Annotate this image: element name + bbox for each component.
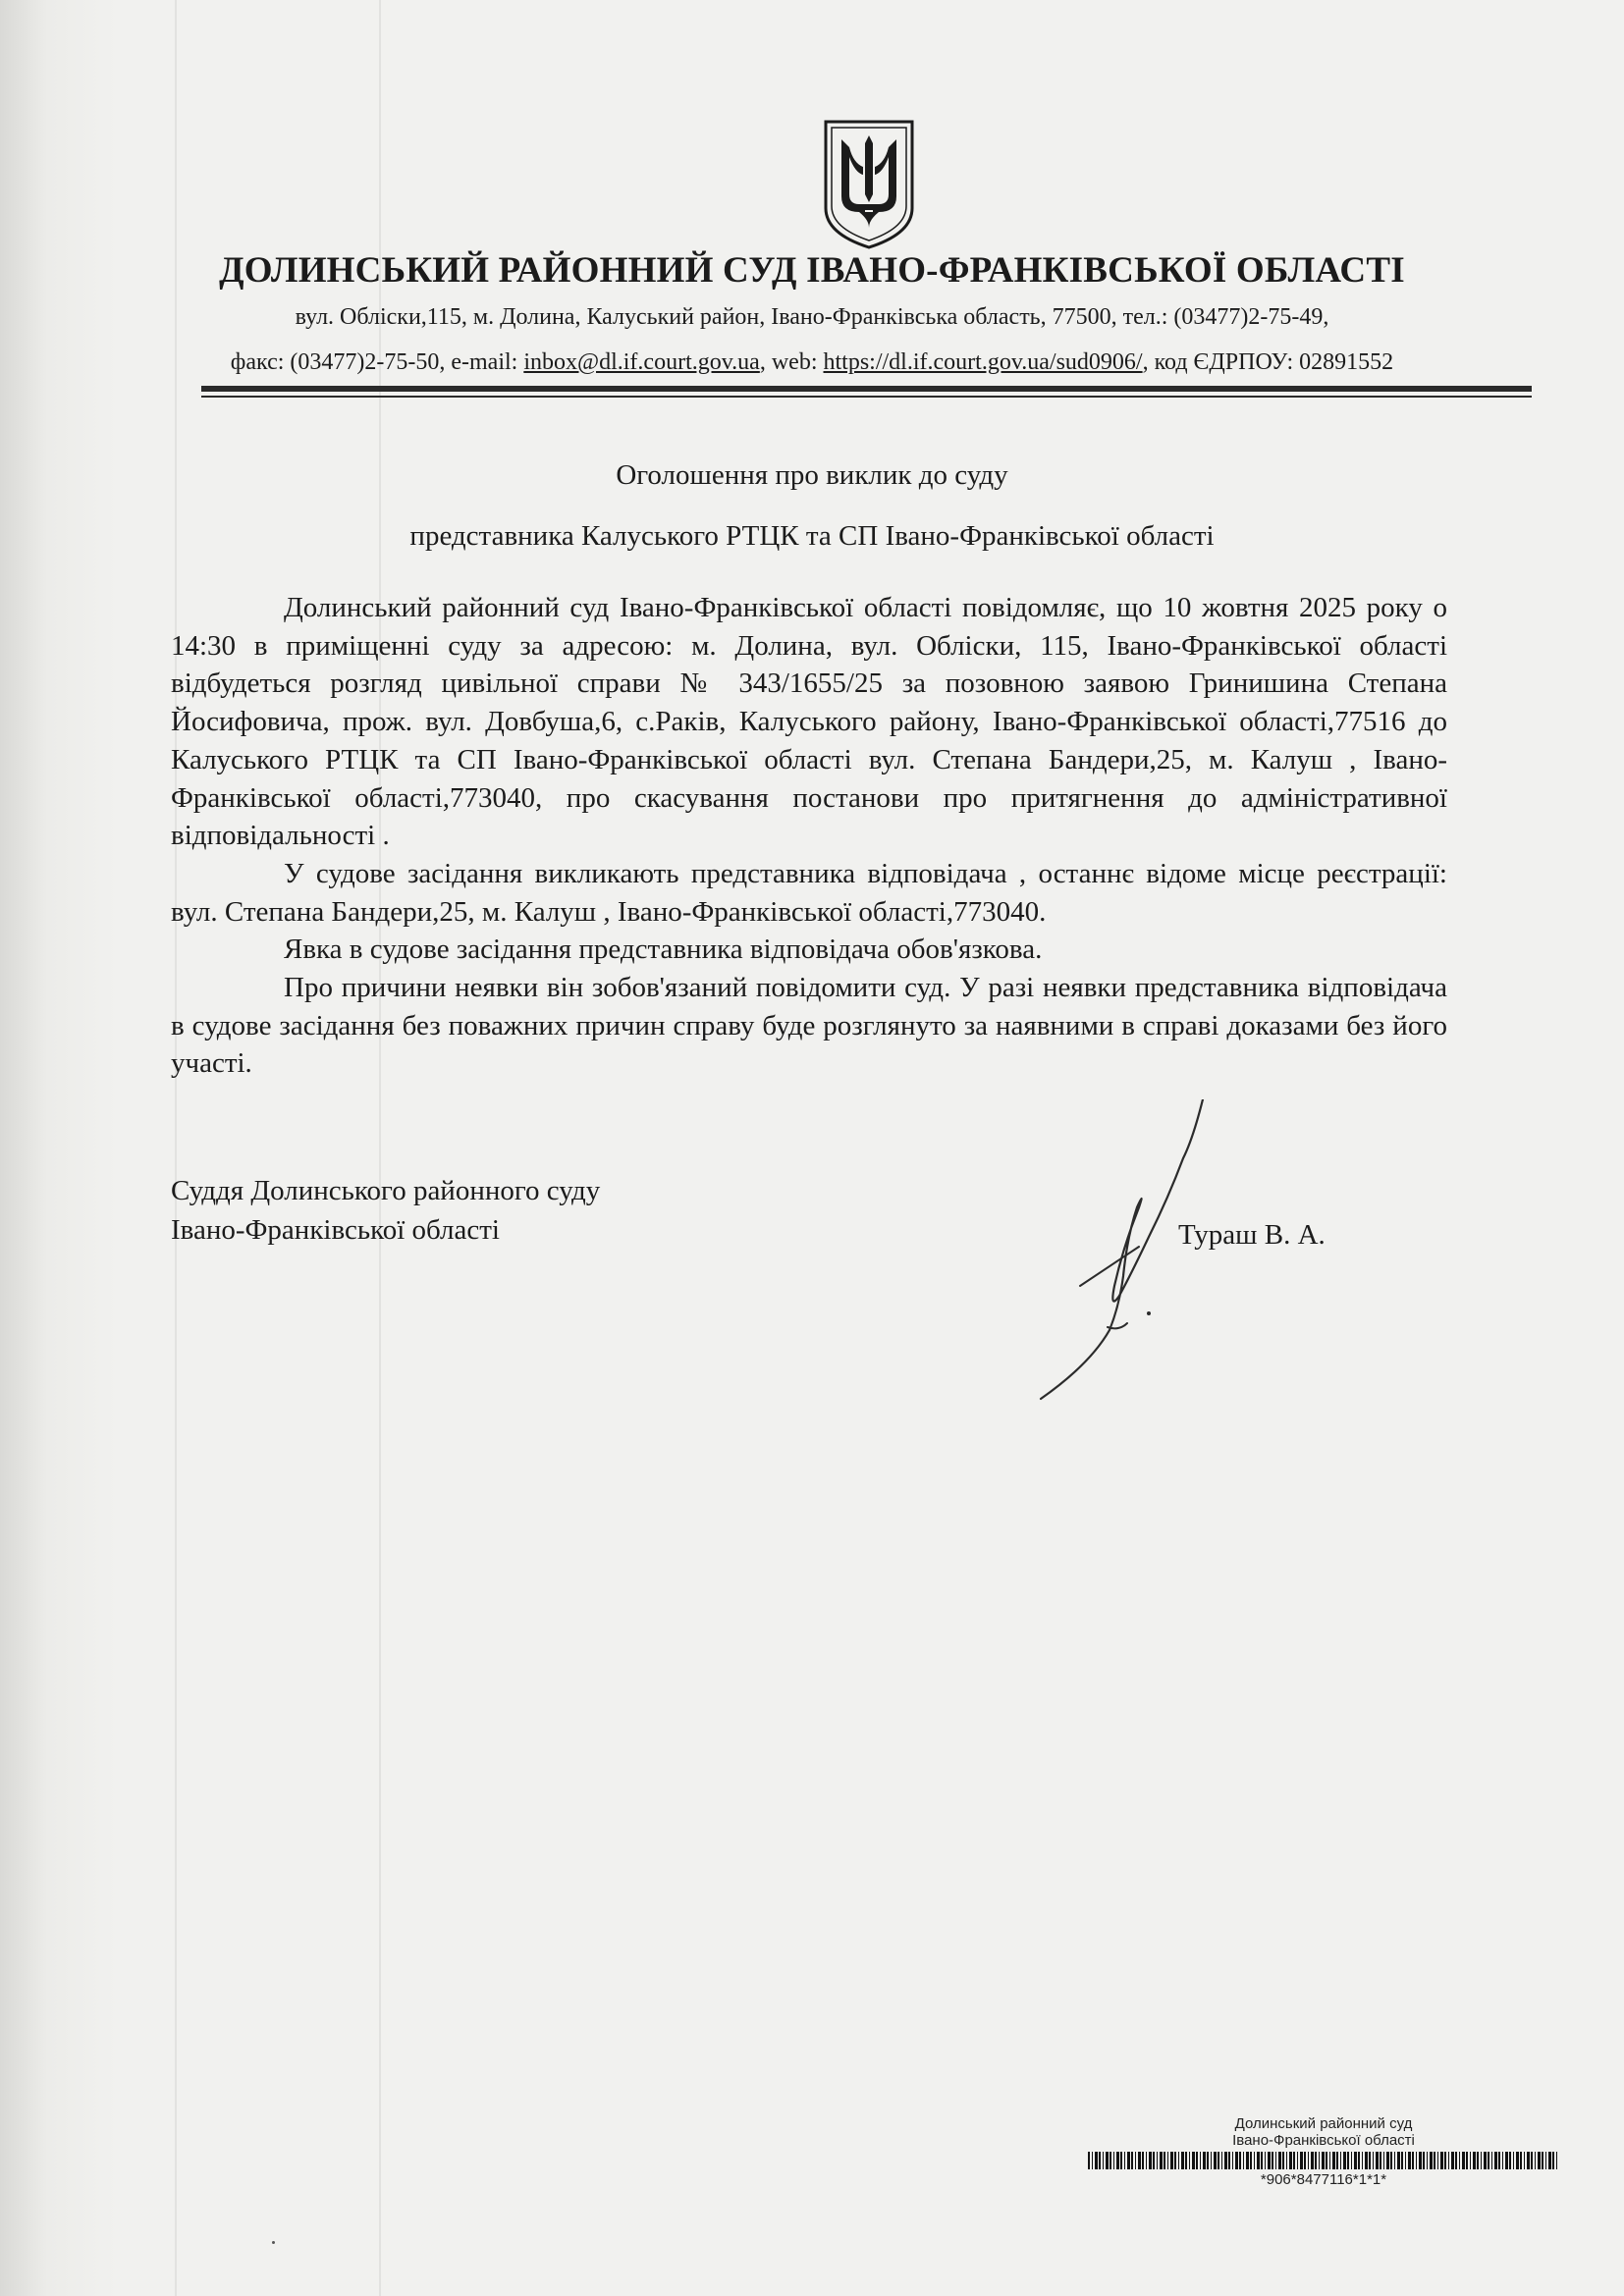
judge-name: Тураш В. А. — [1178, 1219, 1326, 1251]
edrpou-code: , код ЄДРПОУ: 02891552 — [1142, 349, 1394, 375]
scan-streak — [175, 0, 177, 2296]
judge-position-line: Суддя Долинського районного суду — [171, 1175, 601, 1206]
handwritten-signature — [1021, 1099, 1218, 1404]
paragraph: Про причини неявки він зобов'язаний повідомити суд. У разі неявки представника відповідача в судове засідання без поважних причин справу буде розглянуто за наявними в справі доказами без його участі. — [171, 972, 1447, 1080]
web-label: , web: — [759, 349, 824, 375]
registration-stamp — [1088, 2115, 1559, 2188]
scan-speck — [272, 2241, 275, 2244]
notice-title: Оголошення про виклик до суду — [616, 459, 1008, 491]
trident-emblem-icon — [820, 118, 918, 251]
notice-subtitle: представника Калуського РТЦК та СП Івано-Франківської області — [409, 520, 1215, 552]
web-link[interactable]: https://dl.if.court.gov.ua/sud0906/ — [823, 349, 1143, 375]
judge-position — [171, 1171, 600, 1250]
fax-label: факс: (03477)2-75-50, e-mail: — [230, 349, 524, 375]
scan-edge-shadow — [0, 0, 118, 2296]
court-contacts — [147, 349, 1477, 376]
header-divider — [201, 386, 1532, 392]
paragraph: У судове засідання викликають представника відповідача , останнє відоме місце реєстрації: вул. Степана Бандери,25, м. Калуш , Івано-Франківської області,773040. — [171, 857, 1447, 928]
notice-body — [171, 589, 1447, 1083]
court-name: ДОЛИНСЬКИЙ РАЙОННИЙ СУД ІВАНО-ФРАНКІВСЬКОЇ ОБЛАСТІ — [219, 250, 1405, 291]
email-link[interactable]: inbox@dl.if.court.gov.ua — [523, 349, 760, 375]
stamp-region: Івано-Франківської області — [1232, 2132, 1415, 2149]
stamp-court-name: Долинський районний суд — [1234, 2115, 1413, 2132]
stamp-code: *906*8477116*1*1* — [1260, 2171, 1387, 2188]
barcode — [1088, 2152, 1559, 2169]
scan-streak — [379, 0, 381, 2296]
paragraph: Явка в судове засідання представника відповідача обов'язкова. — [284, 934, 1043, 966]
judge-position-line: Івано-Франківської області — [171, 1214, 500, 1246]
header-divider-thin — [201, 396, 1532, 398]
court-address: вул. Обліски,115, м. Долина, Калуський район, Івано-Франківська область, 77500, тел.: (03477)2-75-49, — [295, 304, 1329, 330]
paragraph: Долинський районний суд Івано-Франківської області повідомляє, що 10 жовтня 2025 року о 14:30 в приміщенні суду за адресою: м. Долина, вул. Обліски, 115, Івано-Франківської області відбудеться розгляд цивільної справи № 343/1655/25 за позовною заявою Гринишина Степана Йосифовича, прож. вул. Довбуша,6, с.Раків, Калуського району, Івано-Франківської області,77516 до Калуського РТЦК та СП Івано-Франківської області вул. Степана Бандери,25, м. Калуш , Івано-Франківської області,773040, про скасування постанови про притягнення до адміністративної відповідальності . — [171, 592, 1447, 852]
